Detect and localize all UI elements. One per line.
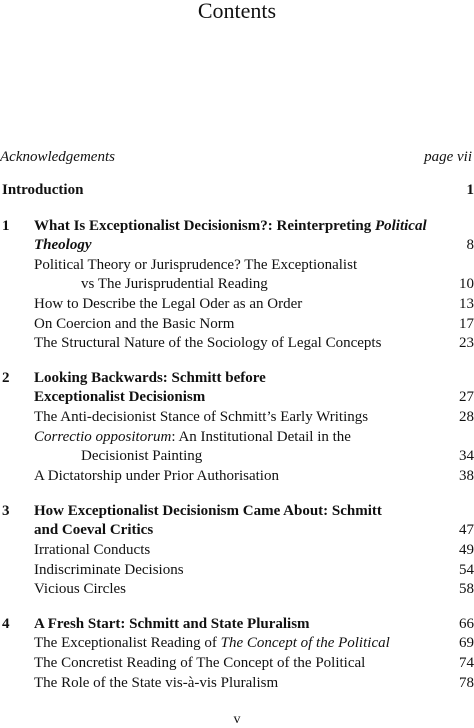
section-page: 28 xyxy=(459,409,474,425)
chapter-title-cont: and Coeval Critics xyxy=(34,522,154,538)
section-title: A Dictatorship under Prior Authorisation xyxy=(34,468,279,484)
chapter-title: What Is Exceptionalist Decisionism?: Reinterpreting Political xyxy=(34,218,427,234)
section-title: Correctio oppositorum: An Institutional Detail in the xyxy=(34,429,351,445)
section-page: 38 xyxy=(459,468,474,484)
section-page: 23 xyxy=(459,335,474,351)
chapter-number: 1 xyxy=(2,218,10,234)
chapter-title: How Exceptionalist Decisionism Came About: Schmitt xyxy=(34,503,382,519)
section-page: 13 xyxy=(459,296,474,312)
chapter-title-cont: Exceptionalist Decisionism xyxy=(34,389,206,405)
section-page: 54 xyxy=(459,562,474,578)
chapter-page: 66 xyxy=(459,616,474,632)
page-title: Contents xyxy=(197,0,277,23)
section-title: On Coercion and the Basic Norm xyxy=(34,316,235,332)
section-title: The Structural Nature of the Sociology of Legal Concepts xyxy=(34,335,382,351)
section-title: How to Describe the Legal Oder as an Order xyxy=(34,296,303,312)
section-title: The Concretist Reading of The Concept of the Political xyxy=(34,655,366,671)
section-title: Vicious Circles xyxy=(34,581,126,597)
chapter-page: 47 xyxy=(459,522,474,538)
chapter-title: A Fresh Start: Schmitt and State Pluralism xyxy=(34,616,310,632)
toc-introduction-page: 1 xyxy=(466,182,474,198)
section-title: Indiscriminate Decisions xyxy=(34,562,184,578)
section-page: 49 xyxy=(459,542,474,558)
toc-acknowledgements-page: page vii xyxy=(424,149,472,165)
page-folio: v xyxy=(233,712,241,727)
chapter-number: 3 xyxy=(2,503,10,519)
chapter-title-cont: Theology xyxy=(34,237,92,253)
section-title: The Anti-decisionist Stance of Schmitt’s Early Writings xyxy=(34,409,369,425)
chapter-page: 27 xyxy=(459,389,474,405)
toc-introduction-label: Introduction xyxy=(2,182,84,198)
section-page: 78 xyxy=(459,675,474,691)
section-title-cont: Decisionist Painting xyxy=(81,448,203,464)
section-page: 17 xyxy=(459,316,474,332)
section-title: Political Theory or Jurisprudence? The Exceptionalist xyxy=(34,257,358,273)
chapter-number: 2 xyxy=(2,370,10,386)
section-page: 69 xyxy=(459,635,474,651)
section-title: The Role of the State vis-à-vis Pluralism xyxy=(34,675,279,691)
toc-acknowledgements-label: Acknowledgements xyxy=(0,149,115,165)
chapter-page: 8 xyxy=(466,237,474,253)
section-page: 58 xyxy=(459,581,474,597)
section-page: 74 xyxy=(459,655,474,671)
section-title: The Exceptionalist Reading of The Concept of the Political xyxy=(34,635,390,651)
section-title-cont: vs The Jurisprudential Reading xyxy=(81,276,268,292)
chapter-title: Looking Backwards: Schmitt before xyxy=(34,370,266,386)
section-page: 34 xyxy=(459,448,474,464)
section-title: Irrational Conducts xyxy=(34,542,151,558)
chapter-number: 4 xyxy=(2,616,10,632)
section-page: 10 xyxy=(459,276,474,292)
